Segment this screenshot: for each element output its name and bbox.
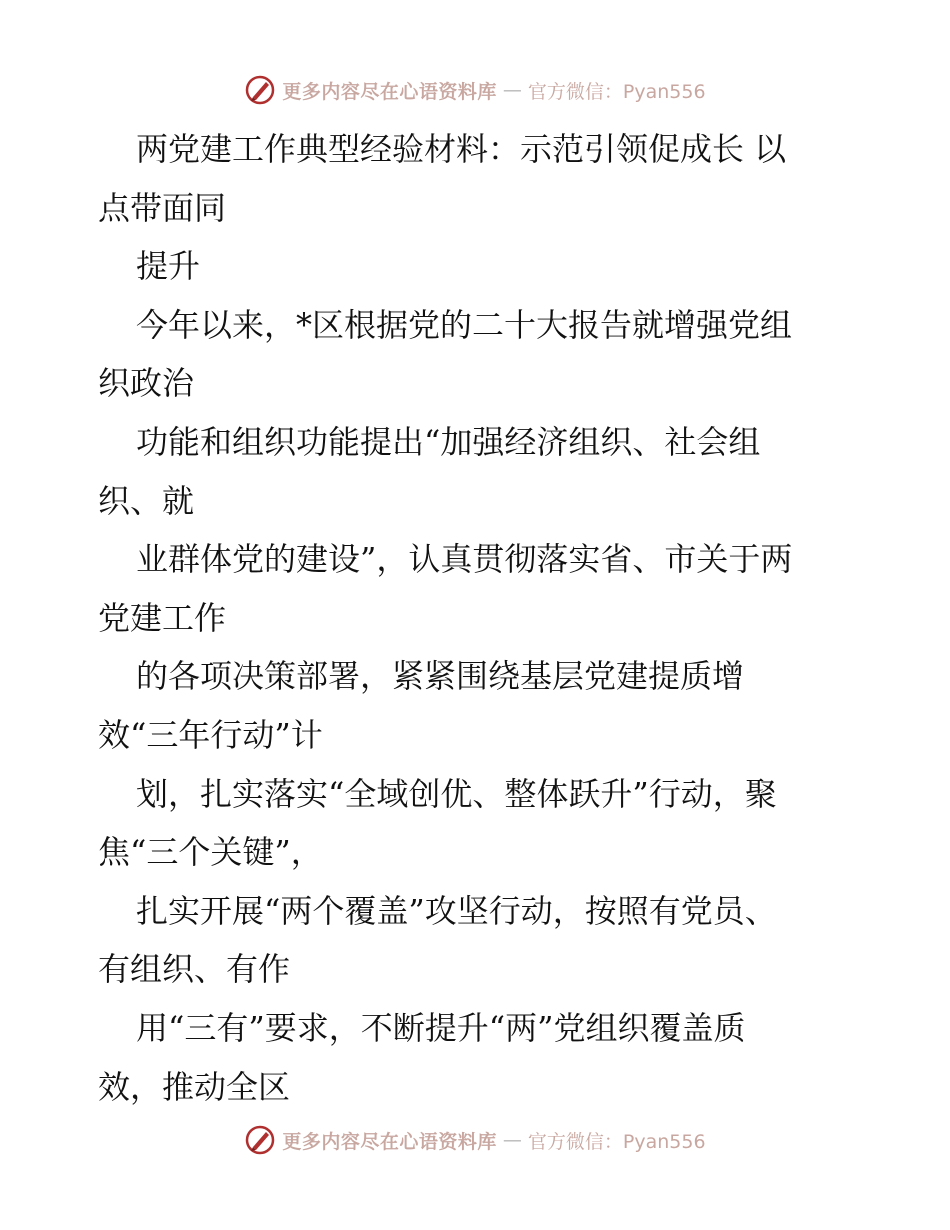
line: 划，扎实落实“全域创优、整体跃升”行动，聚 [136,774,777,813]
pen-logo-icon [244,74,276,106]
paragraph-3 [98,296,858,413]
paragraph-6 [98,647,858,764]
pen-logo-icon [244,1124,276,1156]
line: 用“三有”要求，不断提升“两”党组织覆盖质 [136,1008,746,1047]
line: 有组织、有作 [98,950,291,989]
banner-wechat: 官方微信：Pyan556 [527,80,706,103]
line: 业群体党的建设”，认真贯彻落实省、市关于两 [136,540,793,579]
line: 扎实开展“两个覆盖”攻坚行动，按照有党员、 [136,891,777,930]
banner-title: 更多内容尽在心语资料库 [282,80,497,103]
line: 功能和组织功能提出“加强经济组织、社会组 [136,422,761,461]
line: 焦“三个关键”， [98,833,323,872]
paragraph-1 [98,120,858,237]
paragraph-5 [98,530,858,647]
header-banner [0,70,950,110]
banner-separator: — [502,79,522,101]
line: 效，推动全区 [98,1067,291,1106]
line: 的各项决策部署，紧紧围绕基层党建提质增 [136,657,745,696]
line: 点带面同 [98,188,227,227]
line: 两党建工作典型经验材料：示范引领促成长 以 [136,130,787,168]
paragraph-9 [98,999,858,1116]
line: 织、就 [98,481,195,520]
banner-title: 更多内容尽在心语资料库 [282,1130,497,1153]
paragraph-7 [98,765,858,882]
paragraph-4 [98,413,858,530]
line: 织政治 [98,364,195,403]
line: 提升 [136,247,201,286]
banner-wechat: 官方微信：Pyan556 [527,1130,706,1153]
line: 效“三年行动”计 [98,715,323,754]
footer-banner [0,1120,950,1160]
paragraph-2 [98,237,858,296]
paragraph-8 [98,882,858,999]
line: 今年以来，*区根据党的二十大报告就增强党组 [136,305,793,344]
document-body [98,120,858,1116]
banner-separator: — [502,1129,522,1151]
line: 党建工作 [98,598,227,637]
